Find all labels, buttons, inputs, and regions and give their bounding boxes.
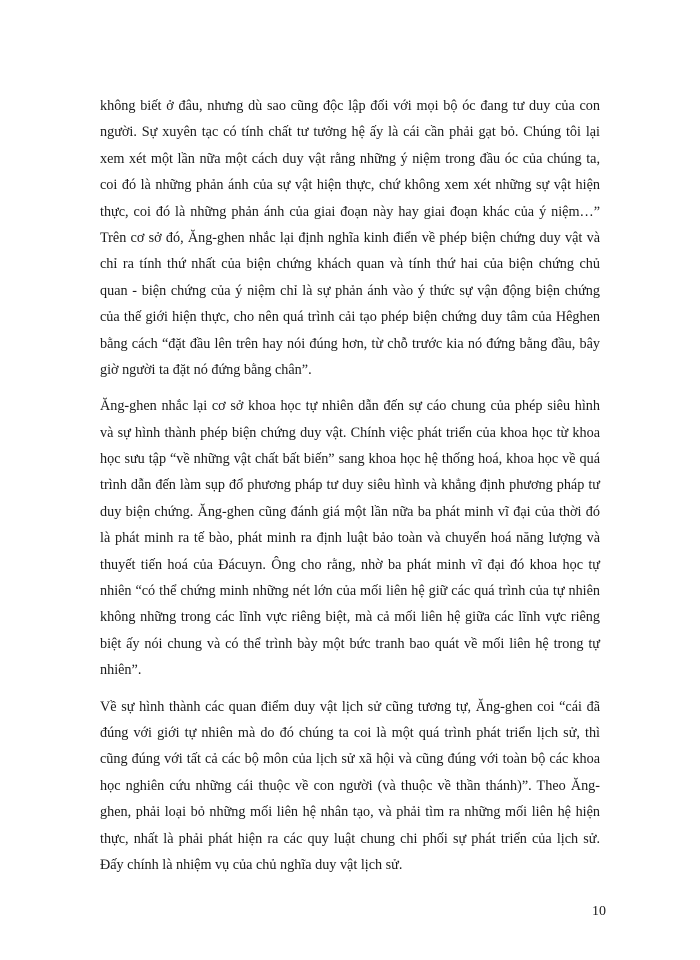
text-line: và sự hình thành phép biện chứng duy vật. Chính việc phát triển của khoa học từ khoa — [100, 424, 600, 441]
text-line: nhiên”. — [100, 662, 142, 679]
text-line: thuyết tiến hoá của Đácuyn. Ông cho rằng, nhờ ba phát minh vĩ đại đó khoa học tự — [100, 556, 600, 573]
text-line: không biết ở đâu, nhưng dù sao cũng độc lập đối với mọi bộ óc đang tư duy của con — [100, 98, 600, 114]
text-line: giờ người ta đặt nó đứng bằng chân”. — [100, 361, 312, 378]
text-line: xem xét một lần nữa một cách duy vật rằng những ý niệm trong đầu óc của chúng ta, — [100, 150, 600, 167]
text-line: ghen, phải loại bỏ những mối liên hệ nhân tạo, và phải tìm ra những mối liên hệ hiện — [100, 804, 600, 821]
text-line: trình dẫn đến làm sụp đổ phương pháp tư duy siêu hình và khẳng định phương pháp tư — [100, 477, 600, 494]
text-line: nhiên “có thể chứng minh những nét lớn của mối liên hệ giữ các quá trình của tự nhiên — [100, 583, 600, 600]
page-number: 10 — [592, 904, 606, 919]
text-line: là phát minh ra tế bào, phát minh ra định luật bảo toàn và chuyển hoá năng lượng và — [100, 530, 600, 547]
text-line: người. Sự xuyên tạc có tính chất tư tưởng hệ ấy là cái cần phải gạt bỏ. Chúng tôi lại — [100, 124, 600, 141]
text-line: Ăng-ghen nhắc lại cơ sở khoa học tự nhiên dẫn đến sự cáo chung của phép siêu hình — [100, 398, 600, 415]
text-line: Trên cơ sở đó, Ăng-ghen nhắc lại định nghĩa kinh điển về phép biện chứng duy vật và — [100, 229, 600, 246]
text-line: đúng với giới tự nhiên mà do đó chúng ta coi là một quá trình phát triển lịch sử, thì — [100, 724, 600, 741]
text-line: quan - biện chứng của ý niệm chỉ là sự phản ánh vào ý thức sự vận động biện chứng — [100, 282, 600, 299]
text-line: duy biện chứng. Ăng-ghen cũng đánh giá một lần nữa ba phát minh vĩ đại của thời đó — [100, 503, 600, 520]
text-line: không những trong các lĩnh vực riêng biệt, mà cả mối liên hệ giữa các lĩnh vực riêng — [100, 609, 600, 626]
paragraph-3 — [100, 694, 600, 879]
text-line: thực, nhất là phải phát hiện ra các quy luật chung chi phối sự phát triển của lịch sử. — [100, 830, 600, 847]
paragraph-2 — [100, 393, 600, 683]
text-line: học nghiên cứu những cái thuộc về con người (và thuộc về thần thánh)”. Theo Ăng- — [100, 777, 600, 794]
text-line: của thế giới hiện thực, cho nên quá trình cải tạo phép biện chứng duy tâm của Hêghen — [100, 309, 600, 326]
text-line: thực, coi đó là những phản ánh của giai đoạn này hay giai đoạn khác của ý niệm…” — [100, 203, 600, 220]
text-line: biệt ấy nói chung và có thể trình bày một bức tranh bao quát về mối liên hệ trong tự — [100, 635, 600, 652]
text-line: coi đó là những phản ánh của sự vật hiện thực, chứ không xem xét những sự vật hiện — [100, 177, 600, 194]
text-line: cũng đúng với tất cả các bộ môn của lịch sử xã hội và cũng đúng với toàn bộ các khoa — [100, 751, 600, 768]
text-line: Đấy chính là nhiệm vụ của chủ nghĩa duy vật lịch sử. — [100, 856, 403, 873]
paragraph-1 — [100, 93, 600, 383]
text-line: chỉ ra tính thứ nhất của biện chứng khách quan và tính thứ hai của biện chứng chủ — [100, 256, 600, 273]
text-line: học sưu tập “về những vật chất bất biến” sang khoa học hệ thống hoá, khoa học về quá — [100, 451, 600, 468]
text-line: Về sự hình thành các quan điểm duy vật lịch sử cũng tương tự, Ăng-ghen coi “cái đã — [100, 698, 600, 715]
text-line: bằng cách “đặt đầu lên trên hay nói đúng hơn, từ chỗ trước kia nó đứng bằng đầu, bây — [100, 335, 600, 352]
document-body — [100, 93, 600, 878]
